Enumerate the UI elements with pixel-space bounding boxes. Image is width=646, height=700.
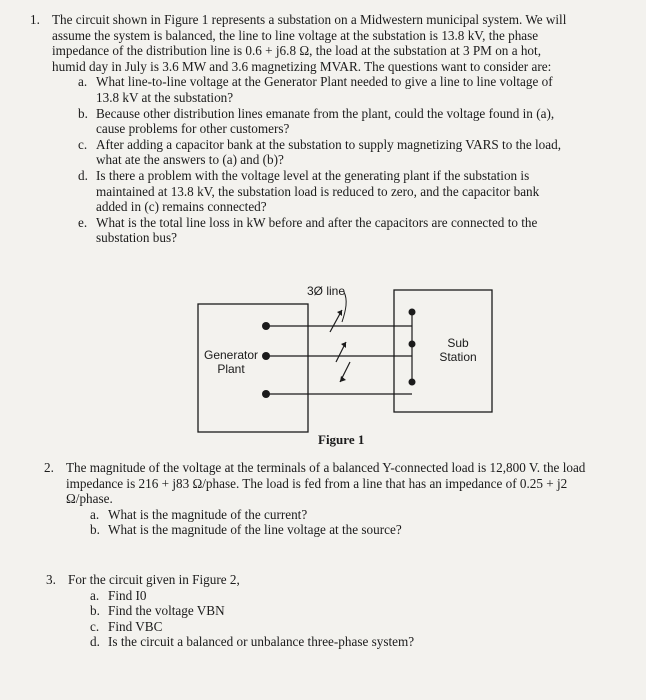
substation-terminal-a	[409, 309, 416, 316]
sub-question-letter: b.	[90, 603, 100, 619]
sub-question-text: What is the magnitude of the current?	[108, 506, 308, 522]
sub-question-c	[78, 137, 572, 168]
sub-question-b	[90, 522, 586, 538]
sub-question-list	[90, 588, 568, 650]
substation-terminal-b	[409, 341, 416, 348]
question-number: 2.	[44, 460, 54, 475]
sub-question-d	[90, 634, 568, 650]
sub-question-list	[90, 507, 586, 538]
question-text: For the circuit given in Figure 2,	[68, 572, 240, 587]
sub-question-text: Is the circuit a balanced or unbalance three-phase system?	[108, 634, 415, 650]
sub-question-a	[90, 507, 586, 523]
question-number: 1.	[30, 12, 40, 27]
sub-question-letter: b.	[90, 522, 100, 538]
sub-question-letter: a.	[90, 587, 100, 603]
question-3	[46, 572, 568, 650]
sub-question-letter: a.	[78, 74, 88, 90]
question-text: The circuit shown in Figure 1 represents a substation on a Midwestern municipal system. We will assume the system is balanced, the line to line voltage at the substation is 13.8 kV, the phase impedance of the distribution line is 0.6 + j6.8 Ω, the load at the substation at 3 PM on a hot, humid day in July is 3.6 MW and 3.6 magnetizing MVAR. The questions want to consider are:	[52, 12, 567, 74]
sub-question-d	[78, 168, 572, 215]
sub-question-a	[90, 588, 568, 604]
question-1	[30, 12, 572, 246]
sub-question-text: What is the total line loss in kW before and after the capacitors are connected to the substation bus?	[96, 214, 538, 246]
sub-question-letter: d.	[78, 167, 88, 183]
sub-question-letter: d.	[90, 634, 100, 650]
generator-label: Generator Plant	[203, 348, 259, 376]
sub-question-text: Is there a problem with the voltage level at the generating plant if the substation is maintained at 13.8 kV, the substation load is reduced to zero, and the capacitor bank added in (c) remains connected?	[96, 167, 540, 215]
sub-question-text: Because other distribution lines emanate from the plant, could the voltage found in (a), cause problems for other customers?	[96, 105, 555, 137]
sub-question-a	[78, 74, 572, 105]
substation-terminal-c	[409, 379, 416, 386]
sub-question-b	[90, 603, 568, 619]
figure-1-diagram	[196, 282, 496, 442]
sub-question-list	[78, 74, 572, 246]
sub-question-c	[90, 619, 568, 635]
sub-question-text: Find I0	[108, 587, 147, 603]
sub-question-text: After adding a capacitor bank at the substation to supply magnetizing VARS to the load, what ate the answers to (a) and (b)?	[96, 136, 562, 168]
sub-question-letter: c.	[78, 136, 88, 152]
sub-question-letter: c.	[90, 618, 100, 634]
sub-question-letter: a.	[90, 506, 100, 522]
generator-terminal-c	[262, 390, 270, 398]
sub-question-letter: e.	[78, 214, 88, 230]
sub-question-text: What line-to-line voltage at the Generator Plant needed to give a line to line voltage of 13.8 kV at the substation?	[96, 74, 553, 105]
line-label: 3Ø line	[306, 284, 346, 298]
substation-label: Sub Station	[439, 336, 477, 364]
sub-question-e	[78, 215, 572, 246]
sub-question-text: Find VBC	[108, 618, 163, 634]
generator-terminal-a	[262, 322, 270, 330]
question-number: 3.	[46, 572, 56, 587]
question-2	[44, 460, 586, 538]
figure-caption: Figure 1	[318, 432, 365, 447]
sub-question-b	[78, 106, 572, 137]
question-text: The magnitude of the voltage at the terminals of a balanced Y-connected load is 12,800 V. the load impedance is 216 + j83 Ω/phase. The load is fed from a line that has an impedance of 0.25 + j2 Ω/phase.	[66, 460, 586, 507]
sub-question-letter: b.	[78, 105, 88, 121]
sub-question-text: Find the voltage VBN	[108, 603, 225, 619]
sub-question-text: What is the magnitude of the line voltage at the source?	[108, 522, 402, 538]
